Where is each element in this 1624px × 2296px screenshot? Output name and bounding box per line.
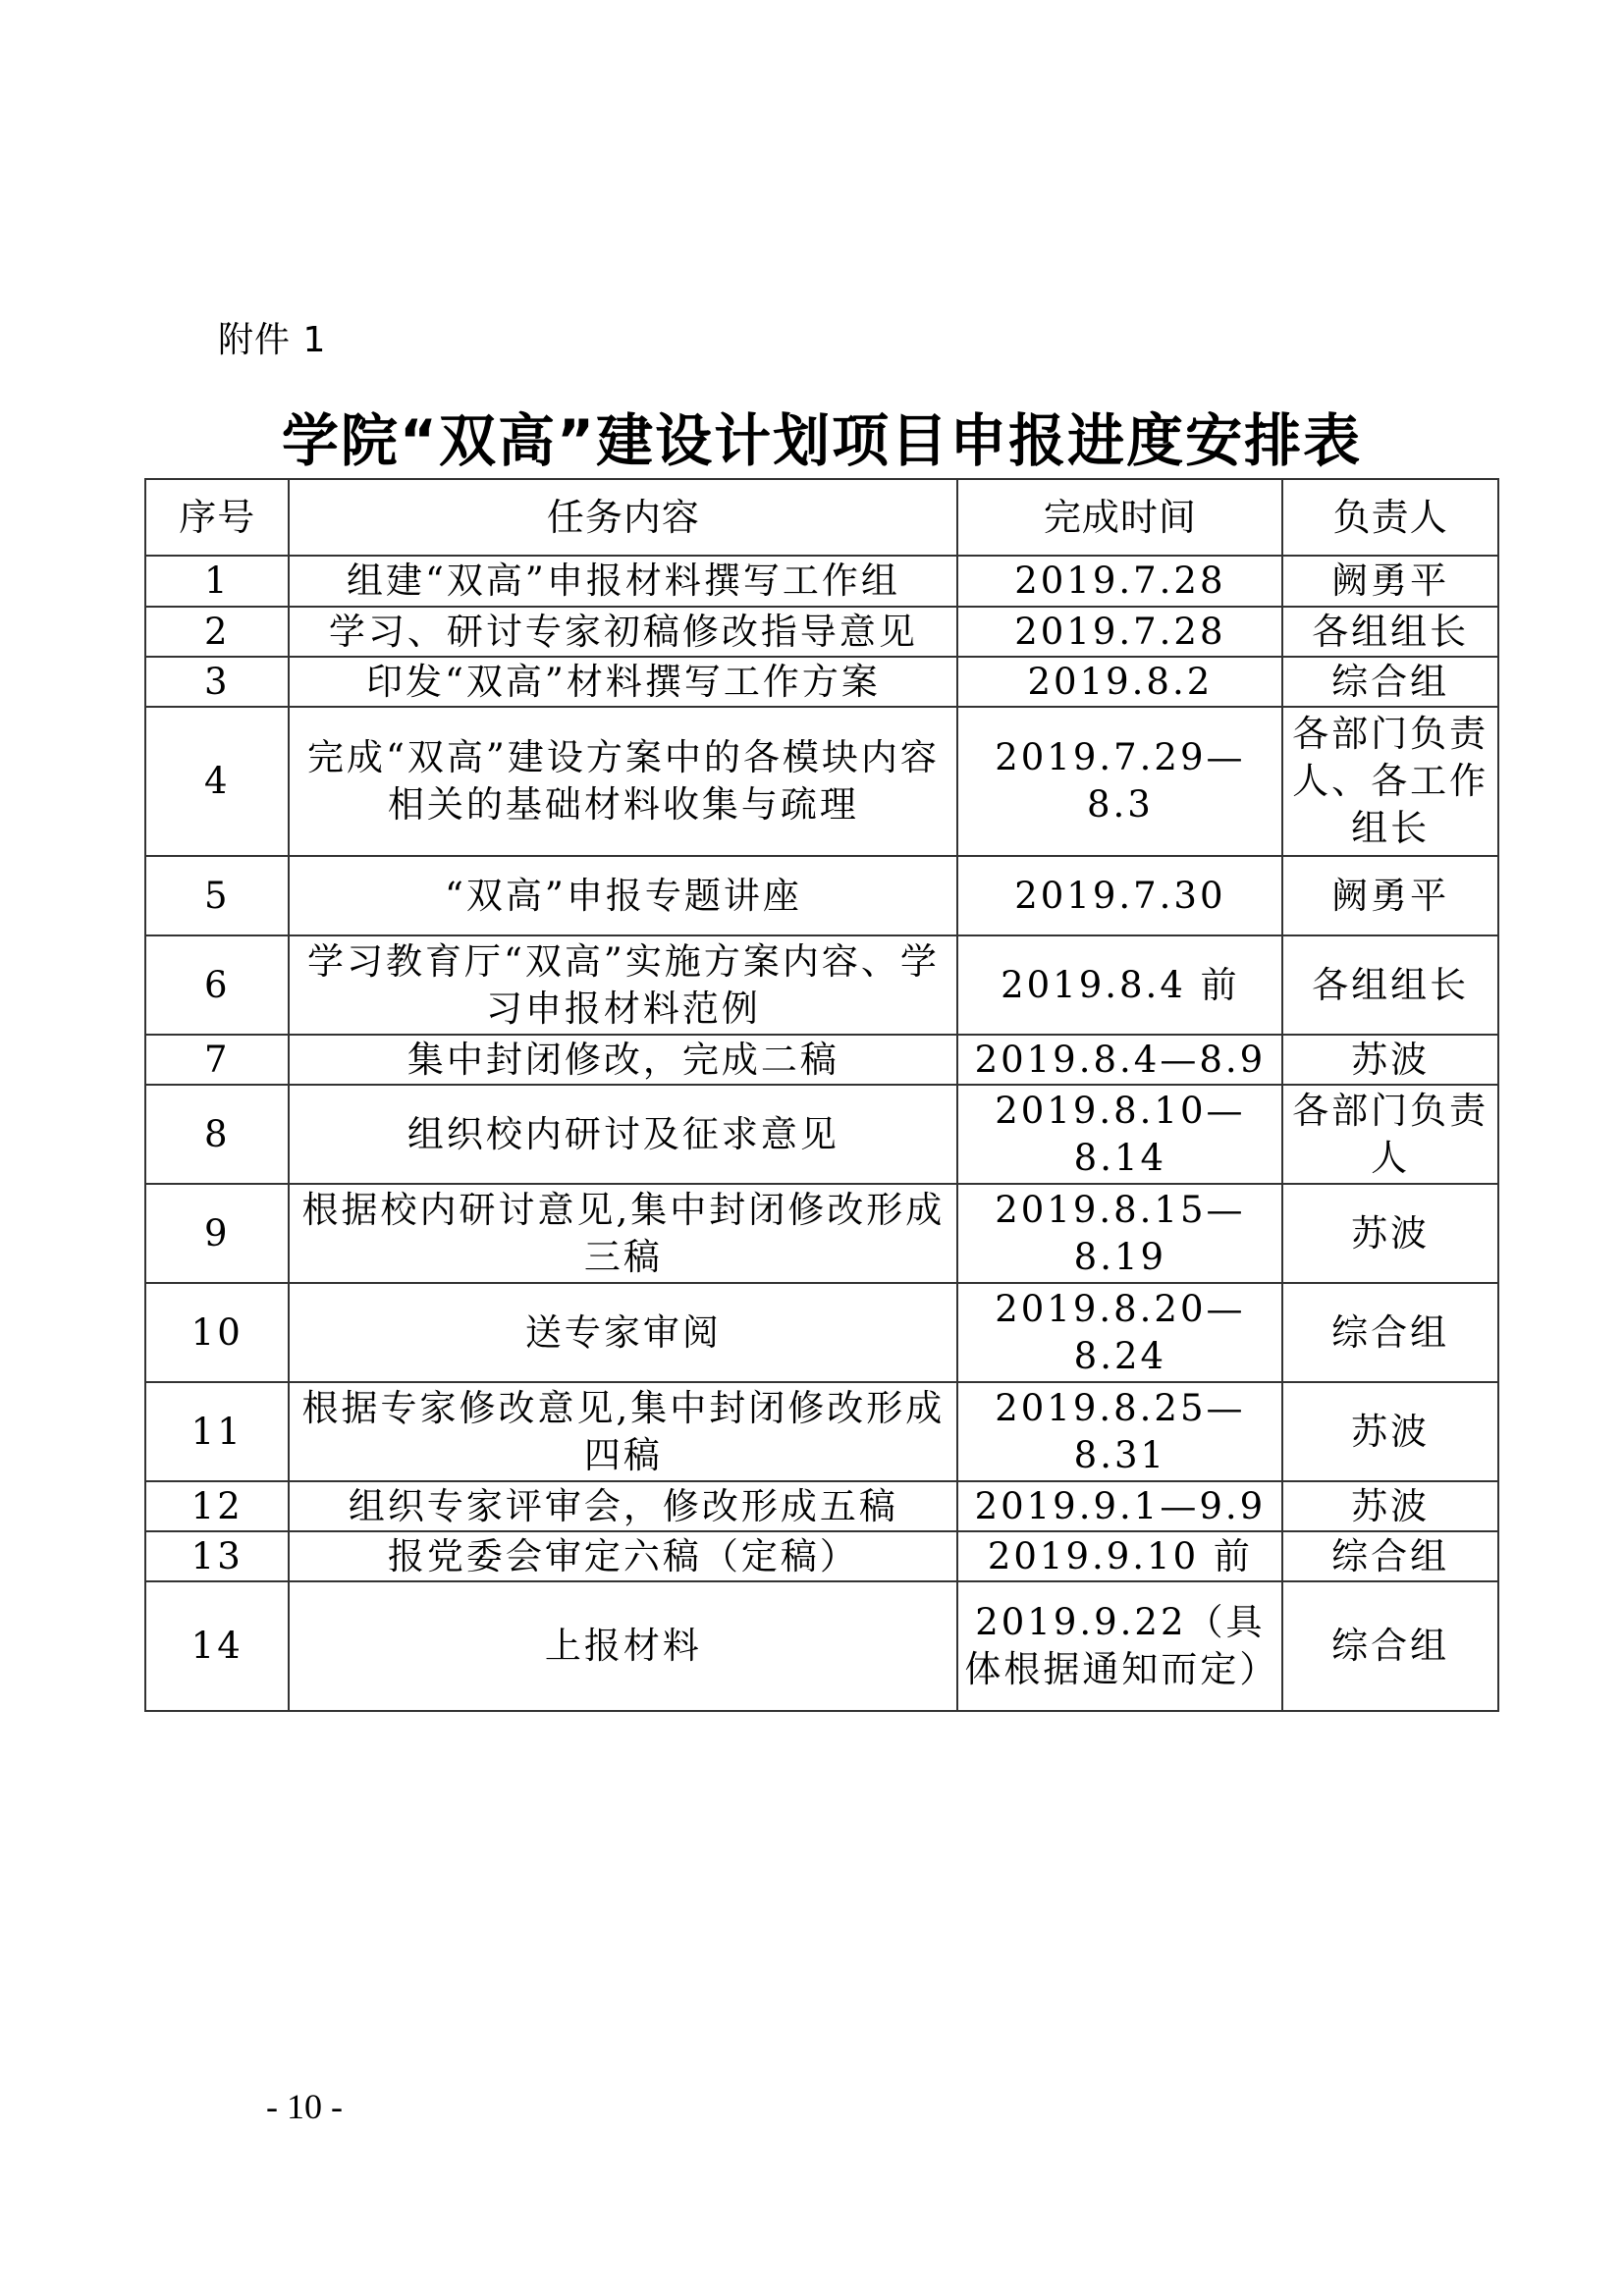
- row-time: 2019.8.2: [957, 657, 1282, 707]
- row-task: 学习、研讨专家初稿修改指导意见: [289, 607, 957, 657]
- header-task: 任务内容: [289, 479, 957, 556]
- row-owner: 各部门负责人、各工作组长: [1282, 707, 1498, 856]
- row-task: 上报材料: [289, 1581, 957, 1711]
- table-row: [145, 607, 1498, 657]
- row-index: 1: [145, 556, 289, 607]
- row-task: 送专家审阅: [289, 1283, 957, 1382]
- row-owner: 综合组: [1282, 1531, 1498, 1581]
- row-index: 2: [145, 607, 289, 657]
- row-index: 7: [145, 1035, 289, 1085]
- row-index: 10: [145, 1283, 289, 1382]
- row-owner: 综合组: [1282, 1581, 1498, 1711]
- row-time: 2019.8.4 前: [957, 935, 1282, 1035]
- row-index: 13: [145, 1531, 289, 1581]
- row-index: 6: [145, 935, 289, 1035]
- row-owner: 综合组: [1282, 1283, 1498, 1382]
- table-row: [145, 1581, 1498, 1711]
- table-row: [145, 707, 1498, 856]
- table-row: [145, 1531, 1498, 1581]
- table-row: [145, 935, 1498, 1035]
- row-time: 2019.8.20—8.24: [957, 1283, 1282, 1382]
- attachment-label: 附件 1: [218, 320, 327, 360]
- table-row: [145, 1035, 1498, 1085]
- row-index: 5: [145, 856, 289, 935]
- row-owner: 各组组长: [1282, 935, 1498, 1035]
- page-number: - 10 -: [266, 2087, 343, 2126]
- row-index: 9: [145, 1184, 289, 1283]
- table-row: [145, 1085, 1498, 1184]
- row-task: 组建“双高”申报材料撰写工作组: [289, 556, 957, 607]
- header-index: 序号: [145, 479, 289, 556]
- row-index: 14: [145, 1581, 289, 1711]
- row-time: 2019.9.1—9.9: [957, 1481, 1282, 1531]
- row-task: 组织校内研讨及征求意见: [289, 1085, 957, 1184]
- row-index: 11: [145, 1382, 289, 1481]
- row-owner: 苏波: [1282, 1035, 1498, 1085]
- row-task: 根据校内研讨意见,集中封闭修改形成三稿: [289, 1184, 957, 1283]
- row-time: 2019.8.4—8.9: [957, 1035, 1282, 1085]
- row-time: 2019.9.22（具体根据通知而定）: [957, 1581, 1282, 1711]
- row-task: 根据专家修改意见,集中封闭修改形成四稿: [289, 1382, 957, 1481]
- row-owner: 各部门负责人: [1282, 1085, 1498, 1184]
- table-row: [145, 1382, 1498, 1481]
- row-index: 8: [145, 1085, 289, 1184]
- table-header-row: [145, 479, 1498, 556]
- row-time: 2019.8.25—8.31: [957, 1382, 1282, 1481]
- row-time: 2019.7.28: [957, 607, 1282, 657]
- row-time: 2019.9.10 前: [957, 1531, 1282, 1581]
- schedule-table: [144, 478, 1499, 1712]
- row-owner: 各组组长: [1282, 607, 1498, 657]
- header-owner: 负责人: [1282, 479, 1498, 556]
- row-index: 12: [145, 1481, 289, 1531]
- row-time: 2019.8.15—8.19: [957, 1184, 1282, 1283]
- row-time: 2019.7.30: [957, 856, 1282, 935]
- row-task: 组织专家评审会，修改形成五稿: [289, 1481, 957, 1531]
- row-owner: 阙勇平: [1282, 556, 1498, 607]
- row-owner: 苏波: [1282, 1481, 1498, 1531]
- table-row: [145, 1184, 1498, 1283]
- row-index: 3: [145, 657, 289, 707]
- row-task: 印发“双高”材料撰写工作方案: [289, 657, 957, 707]
- header-time: 完成时间: [957, 479, 1282, 556]
- row-task: 学习教育厅“双高”实施方案内容、学习申报材料范例: [289, 935, 957, 1035]
- row-time: 2019.7.29—8.3: [957, 707, 1282, 856]
- row-task: 报党委会审定六稿（定稿）: [289, 1531, 957, 1581]
- table-row: [145, 856, 1498, 935]
- row-time: 2019.8.10—8.14: [957, 1085, 1282, 1184]
- row-index: 4: [145, 707, 289, 856]
- row-task: “双高”申报专题讲座: [289, 856, 957, 935]
- row-time: 2019.7.28: [957, 556, 1282, 607]
- document-title: 学院“双高”建设计划项目申报进度安排表: [281, 407, 1363, 474]
- table-row: [145, 556, 1498, 607]
- table-row: [145, 657, 1498, 707]
- row-task: 集中封闭修改，完成二稿: [289, 1035, 957, 1085]
- row-owner: 阙勇平: [1282, 856, 1498, 935]
- row-owner: 苏波: [1282, 1184, 1498, 1283]
- row-task: 完成“双高”建设方案中的各模块内容相关的基础材料收集与疏理: [289, 707, 957, 856]
- table-row: [145, 1283, 1498, 1382]
- table-row: [145, 1481, 1498, 1531]
- row-owner: 综合组: [1282, 657, 1498, 707]
- row-owner: 苏波: [1282, 1382, 1498, 1481]
